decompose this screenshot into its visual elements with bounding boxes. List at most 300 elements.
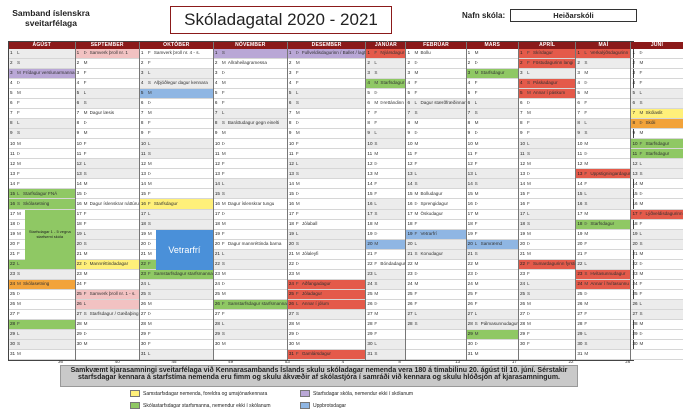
day-cell[interactable] bbox=[9, 280, 75, 290]
day-cell[interactable] bbox=[366, 320, 405, 330]
day-cell[interactable] bbox=[631, 49, 682, 59]
day-cell[interactable] bbox=[406, 320, 465, 330]
day-cell[interactable] bbox=[9, 310, 75, 320]
day-cell[interactable] bbox=[576, 49, 630, 59]
day-cell[interactable] bbox=[76, 119, 139, 129]
day-cell[interactable] bbox=[9, 109, 75, 119]
day-cell[interactable] bbox=[406, 119, 465, 129]
day-cell[interactable] bbox=[9, 270, 75, 280]
day-cell[interactable] bbox=[9, 340, 75, 350]
day-cell[interactable] bbox=[631, 129, 682, 139]
day-cell[interactable] bbox=[366, 220, 405, 230]
day-cell[interactable] bbox=[631, 169, 682, 179]
day-cell[interactable] bbox=[76, 250, 139, 260]
day-cell[interactable] bbox=[366, 240, 405, 250]
day-cell[interactable] bbox=[631, 109, 682, 119]
day-cell[interactable] bbox=[76, 139, 139, 149]
day-cell[interactable] bbox=[140, 189, 213, 199]
day-cell[interactable] bbox=[288, 270, 366, 280]
day-cell[interactable] bbox=[140, 340, 213, 350]
day-cell[interactable] bbox=[366, 79, 405, 89]
day-cell[interactable] bbox=[288, 169, 366, 179]
day-cell[interactable] bbox=[631, 320, 682, 330]
day-cell[interactable] bbox=[214, 119, 287, 129]
day-cell[interactable] bbox=[214, 189, 287, 199]
day-cell[interactable] bbox=[576, 290, 630, 300]
day-cell[interactable] bbox=[519, 79, 575, 89]
day-cell[interactable] bbox=[366, 69, 405, 79]
day-cell[interactable] bbox=[406, 220, 465, 230]
day-cell[interactable] bbox=[406, 179, 465, 189]
day-cell[interactable] bbox=[406, 310, 465, 320]
day-cell[interactable] bbox=[406, 139, 465, 149]
day-cell[interactable] bbox=[288, 290, 366, 300]
day-cell[interactable] bbox=[631, 189, 682, 199]
day-cell[interactable] bbox=[76, 189, 139, 199]
day-cell[interactable] bbox=[576, 159, 630, 169]
day-cell[interactable] bbox=[631, 310, 682, 320]
day-cell[interactable] bbox=[140, 89, 213, 99]
day-cell[interactable] bbox=[9, 199, 75, 209]
day-cell[interactable] bbox=[214, 280, 287, 290]
day-cell[interactable] bbox=[366, 290, 405, 300]
day-cell[interactable] bbox=[576, 340, 630, 350]
day-cell[interactable] bbox=[406, 330, 465, 340]
day-cell[interactable] bbox=[288, 330, 366, 340]
day-cell[interactable] bbox=[214, 149, 287, 159]
day-cell[interactable] bbox=[288, 119, 366, 129]
day-cell[interactable] bbox=[76, 89, 139, 99]
day-cell[interactable] bbox=[366, 49, 405, 59]
day-cell[interactable] bbox=[76, 320, 139, 330]
day-cell[interactable] bbox=[366, 280, 405, 290]
day-cell[interactable] bbox=[214, 179, 287, 189]
day-cell[interactable] bbox=[467, 159, 518, 169]
day-cell[interactable] bbox=[366, 230, 405, 240]
day-cell[interactable] bbox=[76, 340, 139, 350]
day-cell[interactable] bbox=[214, 129, 287, 139]
day-cell[interactable] bbox=[576, 189, 630, 199]
day-cell[interactable] bbox=[631, 220, 682, 230]
day-cell[interactable] bbox=[631, 59, 682, 69]
day-cell[interactable] bbox=[519, 320, 575, 330]
day-cell[interactable] bbox=[366, 199, 405, 209]
day-cell[interactable] bbox=[9, 119, 75, 129]
day-cell[interactable] bbox=[140, 280, 213, 290]
day-cell[interactable] bbox=[214, 300, 287, 310]
day-cell[interactable] bbox=[519, 99, 575, 109]
day-cell[interactable] bbox=[406, 260, 465, 270]
day-cell[interactable] bbox=[576, 129, 630, 139]
day-cell[interactable] bbox=[467, 300, 518, 310]
day-cell[interactable] bbox=[140, 169, 213, 179]
day-cell[interactable] bbox=[288, 79, 366, 89]
day-cell[interactable] bbox=[9, 149, 75, 159]
day-cell[interactable] bbox=[366, 260, 405, 270]
day-cell[interactable] bbox=[214, 210, 287, 220]
day-cell[interactable] bbox=[467, 169, 518, 179]
day-cell[interactable] bbox=[214, 230, 287, 240]
day-cell[interactable] bbox=[288, 139, 366, 149]
day-cell[interactable] bbox=[9, 69, 75, 79]
day-cell[interactable] bbox=[76, 220, 139, 230]
day-cell[interactable] bbox=[631, 149, 682, 159]
day-cell[interactable] bbox=[214, 240, 287, 250]
day-cell[interactable] bbox=[288, 240, 366, 250]
day-cell[interactable] bbox=[467, 220, 518, 230]
day-cell[interactable] bbox=[519, 330, 575, 340]
day-cell[interactable] bbox=[576, 270, 630, 280]
day-cell[interactable] bbox=[76, 240, 139, 250]
day-cell[interactable] bbox=[76, 59, 139, 69]
day-cell[interactable] bbox=[631, 230, 682, 240]
day-cell[interactable] bbox=[288, 149, 366, 159]
day-cell[interactable] bbox=[288, 59, 366, 69]
day-cell[interactable] bbox=[214, 340, 287, 350]
day-cell[interactable] bbox=[366, 129, 405, 139]
day-cell[interactable] bbox=[140, 220, 213, 230]
day-cell[interactable] bbox=[140, 149, 213, 159]
day-cell[interactable] bbox=[140, 49, 213, 59]
day-cell[interactable] bbox=[366, 59, 405, 69]
day-cell[interactable] bbox=[9, 179, 75, 189]
day-cell[interactable] bbox=[214, 199, 287, 209]
day-cell[interactable] bbox=[406, 149, 465, 159]
day-cell[interactable] bbox=[9, 129, 75, 139]
day-cell[interactable] bbox=[519, 69, 575, 79]
day-cell[interactable] bbox=[288, 300, 366, 310]
day-cell[interactable] bbox=[467, 290, 518, 300]
day-cell[interactable] bbox=[140, 179, 213, 189]
day-cell[interactable] bbox=[467, 189, 518, 199]
day-cell[interactable] bbox=[406, 99, 465, 109]
day-cell[interactable] bbox=[214, 89, 287, 99]
day-cell[interactable] bbox=[576, 179, 630, 189]
day-cell[interactable] bbox=[76, 270, 139, 280]
day-cell[interactable] bbox=[631, 340, 682, 350]
day-cell[interactable] bbox=[288, 129, 366, 139]
day-cell[interactable] bbox=[214, 169, 287, 179]
day-cell[interactable] bbox=[9, 320, 75, 330]
day-cell[interactable] bbox=[288, 69, 366, 79]
day-cell[interactable] bbox=[576, 169, 630, 179]
day-cell[interactable] bbox=[288, 260, 366, 270]
day-cell[interactable] bbox=[576, 240, 630, 250]
day-cell[interactable] bbox=[288, 109, 366, 119]
day-cell[interactable] bbox=[76, 330, 139, 340]
day-cell[interactable] bbox=[576, 330, 630, 340]
day-cell[interactable] bbox=[519, 119, 575, 129]
day-cell[interactable] bbox=[631, 290, 682, 300]
day-cell[interactable] bbox=[631, 270, 682, 280]
day-cell[interactable] bbox=[140, 330, 213, 340]
day-cell[interactable] bbox=[140, 270, 213, 280]
day-cell[interactable] bbox=[467, 59, 518, 69]
day-cell[interactable] bbox=[76, 199, 139, 209]
day-cell[interactable] bbox=[288, 89, 366, 99]
day-cell[interactable] bbox=[366, 300, 405, 310]
day-cell[interactable] bbox=[467, 240, 518, 250]
day-cell[interactable] bbox=[519, 250, 575, 260]
day-cell[interactable] bbox=[519, 129, 575, 139]
day-cell[interactable] bbox=[406, 250, 465, 260]
day-cell[interactable] bbox=[519, 290, 575, 300]
day-cell[interactable] bbox=[631, 159, 682, 169]
day-cell[interactable] bbox=[76, 49, 139, 59]
day-cell[interactable] bbox=[366, 340, 405, 350]
day-cell[interactable] bbox=[406, 69, 465, 79]
day-cell[interactable] bbox=[214, 330, 287, 340]
day-cell[interactable] bbox=[576, 310, 630, 320]
day-cell[interactable] bbox=[9, 260, 75, 270]
day-cell[interactable] bbox=[140, 119, 213, 129]
day-cell[interactable] bbox=[9, 169, 75, 179]
day-cell[interactable] bbox=[406, 210, 465, 220]
day-cell[interactable] bbox=[519, 159, 575, 169]
day-cell[interactable] bbox=[140, 210, 213, 220]
day-cell[interactable] bbox=[576, 119, 630, 129]
day-cell[interactable] bbox=[9, 89, 75, 99]
day-cell[interactable] bbox=[140, 290, 213, 300]
day-cell[interactable] bbox=[288, 320, 366, 330]
day-cell[interactable] bbox=[214, 59, 287, 69]
day-cell[interactable] bbox=[519, 179, 575, 189]
day-cell[interactable] bbox=[288, 99, 366, 109]
day-cell[interactable] bbox=[9, 49, 75, 59]
day-cell[interactable] bbox=[467, 250, 518, 260]
day-cell[interactable] bbox=[288, 230, 366, 240]
day-cell[interactable] bbox=[76, 300, 139, 310]
day-cell[interactable] bbox=[214, 260, 287, 270]
day-cell[interactable] bbox=[366, 250, 405, 260]
day-cell[interactable] bbox=[576, 89, 630, 99]
day-cell[interactable] bbox=[76, 169, 139, 179]
day-cell[interactable] bbox=[467, 149, 518, 159]
day-cell[interactable] bbox=[519, 59, 575, 69]
day-cell[interactable] bbox=[366, 139, 405, 149]
day-cell[interactable] bbox=[9, 159, 75, 169]
day-cell[interactable] bbox=[467, 340, 518, 350]
day-cell[interactable] bbox=[631, 260, 682, 270]
day-cell[interactable] bbox=[288, 280, 366, 290]
day-cell[interactable] bbox=[366, 330, 405, 340]
day-cell[interactable] bbox=[406, 189, 465, 199]
day-cell[interactable] bbox=[366, 149, 405, 159]
day-cell[interactable] bbox=[519, 230, 575, 240]
day-cell[interactable] bbox=[9, 300, 75, 310]
day-cell[interactable] bbox=[631, 89, 682, 99]
day-cell[interactable] bbox=[366, 310, 405, 320]
day-cell[interactable] bbox=[214, 99, 287, 109]
day-cell[interactable] bbox=[76, 290, 139, 300]
day-cell[interactable] bbox=[140, 129, 213, 139]
day-cell[interactable] bbox=[631, 250, 682, 260]
day-cell[interactable] bbox=[467, 79, 518, 89]
day-cell[interactable] bbox=[467, 99, 518, 109]
day-cell[interactable] bbox=[519, 280, 575, 290]
day-cell[interactable] bbox=[214, 139, 287, 149]
day-cell[interactable] bbox=[406, 280, 465, 290]
day-cell[interactable] bbox=[366, 99, 405, 109]
day-cell[interactable] bbox=[576, 280, 630, 290]
day-cell[interactable] bbox=[519, 189, 575, 199]
day-cell[interactable] bbox=[214, 109, 287, 119]
day-cell[interactable] bbox=[406, 290, 465, 300]
day-cell[interactable] bbox=[366, 169, 405, 179]
day-cell[interactable] bbox=[631, 210, 682, 220]
day-cell[interactable] bbox=[406, 89, 465, 99]
day-cell[interactable] bbox=[76, 79, 139, 89]
day-cell[interactable] bbox=[519, 49, 575, 59]
day-cell[interactable] bbox=[140, 199, 213, 209]
day-cell[interactable] bbox=[76, 310, 139, 320]
day-cell[interactable] bbox=[366, 159, 405, 169]
day-cell[interactable] bbox=[140, 59, 213, 69]
day-cell[interactable] bbox=[288, 210, 366, 220]
day-cell[interactable] bbox=[576, 69, 630, 79]
day-cell[interactable] bbox=[214, 290, 287, 300]
day-cell[interactable] bbox=[9, 99, 75, 109]
day-cell[interactable] bbox=[631, 330, 682, 340]
day-cell[interactable] bbox=[140, 69, 213, 79]
day-cell[interactable] bbox=[631, 300, 682, 310]
day-cell[interactable] bbox=[631, 119, 682, 129]
day-cell[interactable] bbox=[366, 210, 405, 220]
day-cell[interactable] bbox=[467, 129, 518, 139]
day-cell[interactable] bbox=[366, 270, 405, 280]
day-cell[interactable] bbox=[467, 310, 518, 320]
day-cell[interactable] bbox=[467, 230, 518, 240]
day-cell[interactable] bbox=[9, 330, 75, 340]
day-cell[interactable] bbox=[467, 139, 518, 149]
day-cell[interactable] bbox=[519, 149, 575, 159]
day-cell[interactable] bbox=[140, 159, 213, 169]
day-cell[interactable] bbox=[406, 230, 465, 240]
day-cell[interactable] bbox=[214, 220, 287, 230]
day-cell[interactable] bbox=[288, 250, 366, 260]
day-cell[interactable] bbox=[576, 59, 630, 69]
day-cell[interactable] bbox=[366, 109, 405, 119]
day-cell[interactable] bbox=[406, 159, 465, 169]
day-cell[interactable] bbox=[519, 300, 575, 310]
day-cell[interactable] bbox=[467, 119, 518, 129]
day-cell[interactable] bbox=[631, 79, 682, 89]
day-cell[interactable] bbox=[519, 169, 575, 179]
day-cell[interactable] bbox=[140, 139, 213, 149]
day-cell[interactable] bbox=[631, 69, 682, 79]
day-cell[interactable] bbox=[366, 179, 405, 189]
day-cell[interactable] bbox=[140, 300, 213, 310]
day-cell[interactable] bbox=[519, 199, 575, 209]
day-cell[interactable] bbox=[76, 210, 139, 220]
day-cell[interactable] bbox=[9, 79, 75, 89]
day-cell[interactable] bbox=[76, 99, 139, 109]
day-cell[interactable] bbox=[76, 260, 139, 270]
day-cell[interactable] bbox=[76, 129, 139, 139]
day-cell[interactable] bbox=[519, 270, 575, 280]
day-cell[interactable] bbox=[366, 189, 405, 199]
day-cell[interactable] bbox=[9, 290, 75, 300]
day-cell[interactable] bbox=[288, 199, 366, 209]
day-cell[interactable] bbox=[288, 49, 366, 59]
day-cell[interactable] bbox=[406, 49, 465, 59]
day-cell[interactable] bbox=[576, 139, 630, 149]
day-cell[interactable] bbox=[519, 310, 575, 320]
day-cell[interactable] bbox=[76, 69, 139, 79]
day-cell[interactable] bbox=[214, 79, 287, 89]
day-cell[interactable] bbox=[519, 240, 575, 250]
day-cell[interactable] bbox=[519, 340, 575, 350]
day-cell[interactable] bbox=[406, 240, 465, 250]
day-cell[interactable] bbox=[467, 260, 518, 270]
day-cell[interactable] bbox=[519, 210, 575, 220]
day-cell[interactable] bbox=[214, 49, 287, 59]
day-cell[interactable] bbox=[214, 310, 287, 320]
day-cell[interactable] bbox=[576, 250, 630, 260]
day-cell[interactable] bbox=[140, 79, 213, 89]
day-cell[interactable] bbox=[366, 119, 405, 129]
day-cell[interactable] bbox=[76, 109, 139, 119]
day-cell[interactable] bbox=[467, 179, 518, 189]
day-cell[interactable] bbox=[9, 189, 75, 199]
day-cell[interactable] bbox=[467, 109, 518, 119]
day-cell[interactable] bbox=[406, 340, 465, 350]
day-cell[interactable] bbox=[519, 220, 575, 230]
day-cell[interactable] bbox=[76, 159, 139, 169]
day-cell[interactable] bbox=[140, 320, 213, 330]
day-cell[interactable] bbox=[140, 310, 213, 320]
day-cell[interactable] bbox=[576, 260, 630, 270]
day-cell[interactable] bbox=[406, 109, 465, 119]
day-cell[interactable] bbox=[76, 179, 139, 189]
day-cell[interactable] bbox=[76, 230, 139, 240]
day-cell[interactable] bbox=[576, 79, 630, 89]
day-cell[interactable] bbox=[214, 69, 287, 79]
day-cell[interactable] bbox=[576, 109, 630, 119]
day-cell[interactable] bbox=[406, 129, 465, 139]
day-cell[interactable] bbox=[576, 199, 630, 209]
day-cell[interactable] bbox=[519, 109, 575, 119]
day-cell[interactable] bbox=[576, 149, 630, 159]
day-cell[interactable] bbox=[631, 179, 682, 189]
day-cell[interactable] bbox=[519, 139, 575, 149]
day-cell[interactable] bbox=[631, 350, 682, 360]
day-cell[interactable] bbox=[9, 59, 75, 69]
day-cell[interactable] bbox=[214, 320, 287, 330]
day-cell[interactable] bbox=[467, 270, 518, 280]
day-cell[interactable] bbox=[631, 280, 682, 290]
day-cell[interactable] bbox=[288, 310, 366, 320]
day-cell[interactable] bbox=[288, 179, 366, 189]
day-cell[interactable] bbox=[576, 210, 630, 220]
day-cell[interactable] bbox=[288, 159, 366, 169]
day-cell[interactable] bbox=[519, 260, 575, 270]
day-cell[interactable] bbox=[76, 149, 139, 159]
day-cell[interactable] bbox=[467, 320, 518, 330]
day-cell[interactable] bbox=[519, 89, 575, 99]
school-name-field[interactable]: Heiðarskóli bbox=[510, 9, 637, 22]
day-cell[interactable] bbox=[406, 169, 465, 179]
day-cell[interactable] bbox=[288, 340, 366, 350]
day-cell[interactable] bbox=[576, 99, 630, 109]
day-cell[interactable] bbox=[406, 59, 465, 69]
day-cell[interactable] bbox=[631, 139, 682, 149]
day-cell[interactable] bbox=[631, 99, 682, 109]
day-cell[interactable] bbox=[467, 199, 518, 209]
day-cell[interactable] bbox=[467, 69, 518, 79]
day-cell[interactable] bbox=[576, 230, 630, 240]
day-cell[interactable] bbox=[214, 250, 287, 260]
